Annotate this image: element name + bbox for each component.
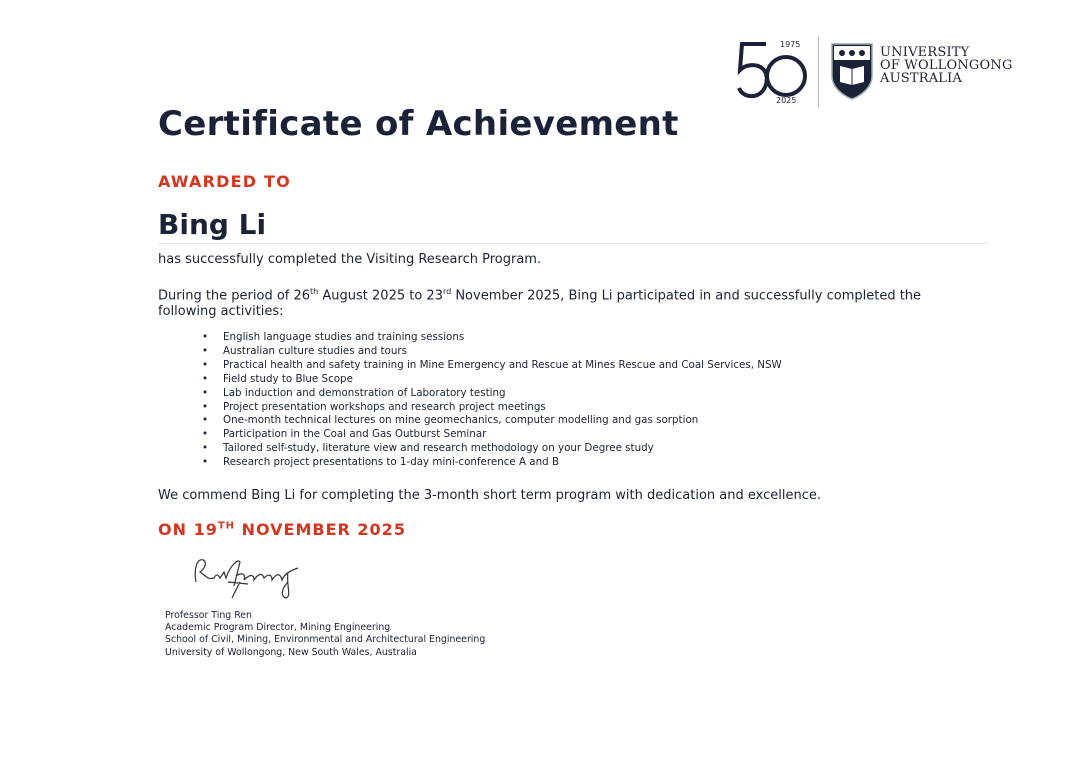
name-underline (158, 243, 988, 244)
period-text: During the period of 26 (158, 288, 311, 304)
ordinal-suffix: th (310, 287, 319, 296)
signatory-name: Professor Ting Ren (165, 610, 252, 621)
award-date (158, 520, 406, 539)
university-name (880, 46, 1013, 85)
certificate-title: Certificate of Achievement (158, 104, 679, 144)
ordinal-suffix: rd (442, 287, 452, 296)
period-text: August 2025 to 23 (318, 288, 443, 304)
list-item: • Participation in the Coal and Gas Outburst Seminar (202, 428, 782, 442)
signatory-school: School of Civil, Mining, Environmental and Architectural Engineering (165, 634, 486, 646)
recipient-name: Bing Li (158, 208, 267, 241)
signatory-title: Academic Program Director, Mining Engineering (165, 622, 391, 634)
list-item: • Project presentation workshops and research project meetings (202, 401, 782, 415)
university-crest-icon (830, 42, 874, 100)
university-line: UNIVERSITY (880, 45, 970, 60)
university-line: AUSTRALIA (880, 71, 963, 86)
list-item: • One-month technical lectures on mine geomechanics, computer modelling and gas sorption (202, 414, 782, 428)
signatory-block (165, 610, 485, 659)
commendation: We commend Bing Li for completing the 3-month short term program with dedication and excellence. (158, 488, 821, 503)
period-text: November 2025, Bing Li participated in and successfully completed the following activities: (158, 288, 922, 320)
list-item: • Field study to Blue Scope (202, 373, 782, 387)
activities-list (202, 331, 782, 470)
period-statement (158, 284, 958, 320)
signature (188, 552, 308, 604)
list-item: • Lab induction and demonstration of Laboratory testing (202, 387, 782, 401)
year-end: 2025 (776, 96, 797, 105)
anniversary-logo (736, 38, 810, 106)
signatory-university: University of Wollongong, New South Wales, Australia (165, 646, 417, 658)
year-start: 1975 (780, 40, 801, 49)
list-item: • Australian culture studies and tours (202, 345, 782, 359)
university-line: OF WOLLONGONG (880, 58, 1013, 73)
list-item: • Tailored self-study, literature view and research methodology on your Degree study (202, 442, 782, 456)
completion-statement: has successfully completed the Visiting Research Program. (158, 252, 542, 267)
date-text: ON 19 (158, 520, 218, 539)
logo-divider (818, 37, 819, 107)
list-item: • Practical health and safety training in Mine Emergency and Rescue at Mines Rescue and Coal Services, NSW (202, 359, 782, 373)
list-item: • Research project presentations to 1-day mini-conference A and B (202, 456, 782, 470)
awarded-to-label: AWARDED TO (158, 172, 291, 191)
date-text: NOVEMBER 2025 (235, 520, 406, 539)
list-item: • English language studies and training sessions (202, 331, 782, 345)
ordinal-suffix: TH (217, 520, 236, 532)
